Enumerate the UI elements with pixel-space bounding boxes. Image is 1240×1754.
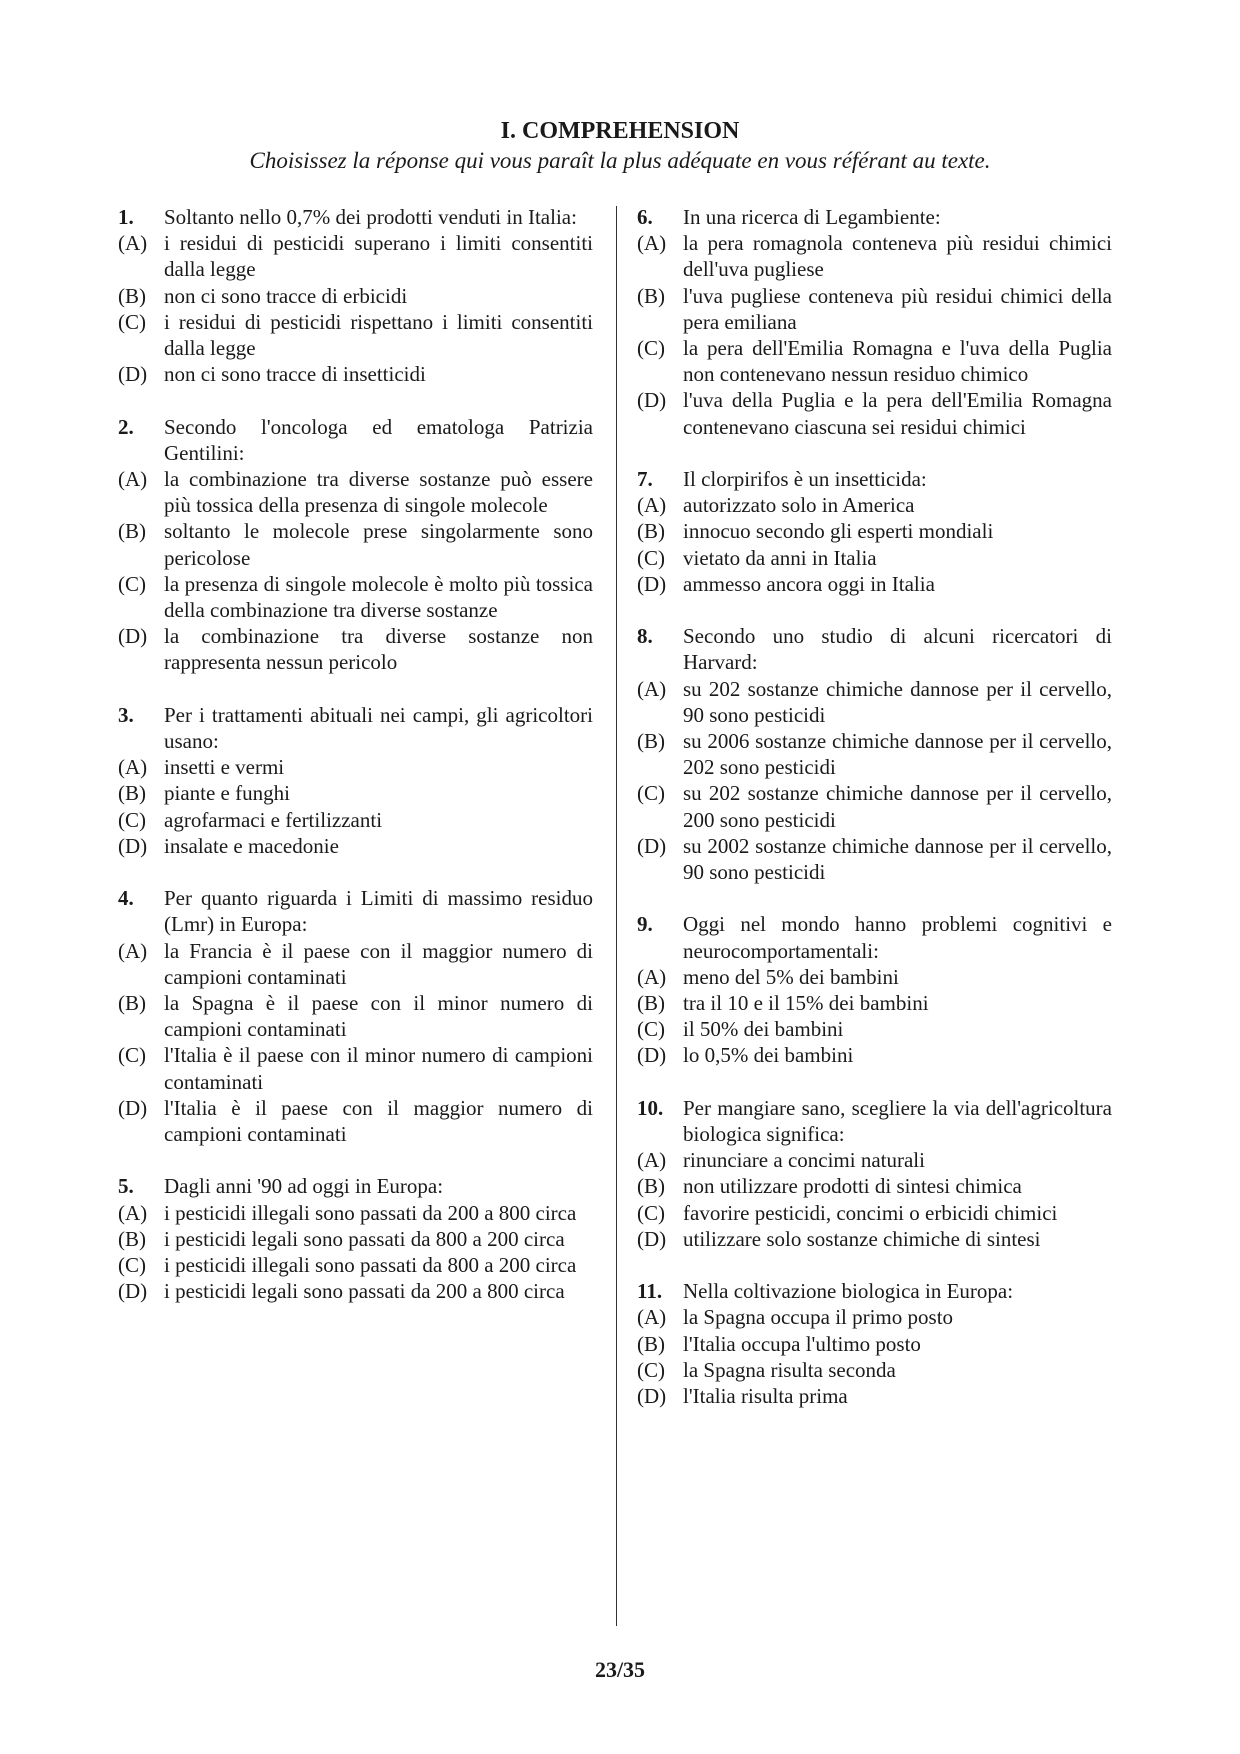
option-label: (C)	[637, 1017, 665, 1042]
option-label: (C)	[637, 545, 665, 570]
answer-option	[118, 1095, 593, 1147]
answer-option	[118, 807, 593, 833]
question-number: 3.	[118, 702, 134, 727]
left-column	[118, 204, 593, 1331]
option-text: su 2006 sostanze chimiche dannose per il cervello, 202 sono pesticidi	[683, 729, 1112, 780]
option-label: (D)	[637, 388, 667, 413]
question-block	[637, 1095, 1112, 1252]
option-text: l'uva della Puglia e la pera dell'Emilia Romagna contenevano ciascuna sei residui chimici	[683, 388, 1112, 439]
question-text: In una ricerca di Legambiente:	[683, 205, 941, 229]
option-label: (B)	[118, 781, 146, 806]
option-text: la combinazione tra diverse sostanze può essere più tossica della presenza di singole molecole	[164, 467, 593, 518]
option-label: (C)	[118, 1253, 146, 1278]
answer-option	[637, 1200, 1112, 1226]
question-block	[118, 414, 593, 676]
answer-option	[118, 230, 593, 282]
page-number: 23/35	[594, 1657, 646, 1682]
question-row	[637, 911, 1112, 963]
option-label: (C)	[118, 1043, 146, 1068]
option-text: la Francia è il paese con il maggior numero di campioni contaminati	[164, 938, 593, 989]
question-row	[637, 204, 1112, 230]
answer-option	[118, 571, 593, 623]
option-text: la combinazione tra diverse sostanze non rappresenta nessun pericolo	[164, 624, 593, 675]
option-label: (C)	[637, 1357, 665, 1382]
answer-option	[118, 938, 593, 990]
option-label: (C)	[118, 807, 146, 832]
option-label: (D)	[637, 1043, 667, 1068]
option-label: (B)	[637, 991, 665, 1016]
question-block	[637, 466, 1112, 597]
option-label: (B)	[118, 1226, 146, 1251]
option-text: la Spagna è il paese con il minor numero di campioni contaminati	[164, 991, 593, 1042]
option-label: (A)	[118, 231, 148, 256]
question-number: 6.	[637, 205, 653, 229]
option-text: l'Italia occupa l'ultimo posto	[683, 1331, 921, 1356]
option-label: (D)	[118, 1095, 148, 1120]
option-label: (A)	[637, 676, 667, 701]
page-title: I. COMPREHENSION	[500, 118, 740, 144]
question-text: Oggi nel mondo hanno problemi cognitivi e neurocomportamentali:	[683, 912, 1112, 963]
column-divider	[616, 206, 617, 1626]
answer-option	[637, 518, 1112, 544]
answer-option	[118, 309, 593, 361]
option-label: (D)	[118, 624, 148, 649]
question-row	[637, 1278, 1112, 1304]
answer-option	[637, 964, 1112, 990]
option-label: (C)	[118, 309, 146, 334]
question-block	[118, 1173, 593, 1304]
answer-option	[637, 545, 1112, 571]
question-row	[118, 414, 593, 466]
option-label: (A)	[118, 467, 148, 492]
option-text: i residui di pesticidi rispettano i limiti consentiti dalla legge	[164, 309, 593, 361]
question-block	[637, 911, 1112, 1068]
option-label: (A)	[637, 964, 667, 989]
question-block	[118, 885, 593, 1147]
answer-option	[118, 990, 593, 1042]
option-text: il 50% dei bambini	[683, 1017, 844, 1042]
option-text: su 202 sostanze chimiche dannose per il cervello, 90 sono pesticidi	[683, 676, 1112, 727]
answer-option	[118, 1278, 593, 1304]
question-text: Secondo uno studio di alcuni ricercatori di Harvard:	[683, 624, 1112, 675]
option-text: l'Italia risulta prima	[683, 1384, 848, 1409]
answer-option	[118, 283, 593, 309]
option-label: (A)	[637, 493, 667, 518]
option-label: (A)	[637, 1305, 667, 1330]
answer-option	[637, 1016, 1112, 1042]
option-label: (B)	[637, 283, 665, 308]
option-text: la presenza di singole molecole è molto più tossica della combinazione tra diverse sostanze	[164, 571, 593, 623]
question-text: Per quanto riguarda i Limiti di massimo residuo (Lmr) in Europa:	[164, 886, 593, 937]
option-text: i pesticidi legali sono passati da 200 a 800 circa	[164, 1279, 565, 1304]
page-instruction: Choisissez la réponse qui vous paraît la plus adéquate en vous référant au texte.	[249, 148, 991, 173]
option-text: rinunciare a concimi naturali	[683, 1148, 925, 1173]
answer-option	[118, 754, 593, 780]
answer-option	[637, 990, 1112, 1016]
answer-option	[118, 1226, 593, 1252]
option-text: non utilizzare prodotti di sintesi chimica	[683, 1174, 1022, 1199]
option-label: (A)	[118, 1200, 148, 1225]
answer-option	[118, 466, 593, 518]
option-label: (B)	[118, 283, 146, 308]
option-label: (B)	[118, 991, 146, 1016]
option-text: la pera romagnola conteneva più residui chimici dell'uva pugliese	[683, 231, 1112, 282]
question-text: Nella coltivazione biologica in Europa:	[683, 1279, 1014, 1304]
question-number: 4.	[118, 886, 134, 911]
answer-option	[637, 1042, 1112, 1068]
answer-option	[637, 571, 1112, 597]
answer-option	[118, 361, 593, 387]
question-text: Secondo l'oncologa ed ematologa Patrizia Gentilini:	[164, 414, 593, 465]
question-row	[118, 204, 593, 230]
question-row	[118, 1173, 593, 1199]
option-text: i pesticidi illegali sono passati da 200 a 800 circa	[164, 1200, 577, 1225]
answer-option	[118, 518, 593, 570]
option-text: l'Italia è il paese con il maggior numero di campioni contaminati	[164, 1095, 593, 1147]
option-label: (D)	[637, 1384, 667, 1409]
answer-option	[118, 1252, 593, 1278]
question-number: 5.	[118, 1174, 134, 1199]
question-text: Per mangiare sano, scegliere la via dell'agricoltura biologica significa:	[683, 1095, 1112, 1147]
option-label: (B)	[637, 1331, 665, 1356]
question-block	[637, 1278, 1112, 1409]
option-text: insetti e vermi	[164, 755, 285, 780]
answer-option	[637, 1226, 1112, 1252]
question-number: 9.	[637, 912, 653, 937]
answer-option	[637, 1383, 1112, 1409]
answer-option	[637, 230, 1112, 282]
option-label: (D)	[637, 571, 667, 596]
option-label: (C)	[637, 781, 665, 806]
option-text: i pesticidi illegali sono passati da 800 a 200 circa	[164, 1253, 577, 1278]
option-text: su 202 sostanze chimiche dannose per il cervello, 200 sono pesticidi	[683, 781, 1112, 832]
question-row	[118, 702, 593, 754]
option-text: non ci sono tracce di insetticidi	[164, 362, 426, 387]
question-text: Dagli anni '90 ad oggi in Europa:	[164, 1174, 444, 1199]
answer-option	[118, 1200, 593, 1226]
answer-option	[637, 283, 1112, 335]
answer-option	[637, 1173, 1112, 1199]
option-text: la Spagna occupa il primo posto	[683, 1305, 954, 1330]
option-text: i pesticidi legali sono passati da 800 a 200 circa	[164, 1226, 565, 1251]
option-text: insalate e macedonie	[164, 833, 339, 858]
answer-option	[637, 833, 1112, 885]
option-text: autorizzato solo in America	[683, 493, 915, 518]
answer-option	[637, 1147, 1112, 1173]
option-text: non ci sono tracce di erbicidi	[164, 283, 408, 308]
answer-option	[637, 780, 1112, 832]
question-text: Il clorpirifos è un insetticida:	[683, 467, 927, 492]
question-text: Per i trattamenti abituali nei campi, gli agricoltori usano:	[164, 702, 593, 754]
answer-option	[637, 728, 1112, 780]
question-number: 8.	[637, 624, 653, 649]
option-text: i residui di pesticidi superano i limiti consentiti dalla legge	[164, 231, 593, 282]
option-text: l'Italia è il paese con il minor numero di campioni contaminati	[164, 1043, 593, 1094]
question-row	[637, 1095, 1112, 1147]
question-row	[637, 466, 1112, 492]
question-text: Soltanto nello 0,7% dei prodotti venduti in Italia:	[164, 205, 577, 229]
answer-option	[118, 780, 593, 806]
option-label: (C)	[637, 1200, 665, 1225]
option-label: (D)	[637, 833, 667, 858]
option-label: (D)	[118, 1279, 148, 1304]
question-number: 7.	[637, 467, 653, 492]
option-text: favorire pesticidi, concimi o erbicidi chimici	[683, 1200, 1058, 1225]
option-text: soltanto le molecole prese singolarmente sono pericolose	[164, 519, 593, 570]
option-label: (B)	[637, 729, 665, 754]
answer-option	[637, 1304, 1112, 1330]
option-label: (C)	[637, 336, 665, 361]
question-number: 11.	[637, 1279, 663, 1304]
right-column	[637, 204, 1112, 1435]
option-text: la Spagna risulta seconda	[683, 1357, 896, 1382]
option-label: (D)	[118, 833, 148, 858]
question-row	[118, 885, 593, 937]
answer-option	[118, 1042, 593, 1094]
option-label: (D)	[118, 362, 148, 387]
option-text: tra il 10 e il 15% dei bambini	[683, 991, 929, 1016]
option-label: (C)	[118, 571, 146, 596]
question-row	[637, 623, 1112, 675]
answer-option	[118, 623, 593, 675]
answer-option	[637, 492, 1112, 518]
question-block	[637, 204, 1112, 440]
question-block	[118, 702, 593, 859]
option-text: la pera dell'Emilia Romagna e l'uva della Puglia non contenevano nessun residuo chimico	[683, 336, 1112, 387]
option-text: utilizzare solo sostanze chimiche di sintesi	[683, 1226, 1041, 1251]
question-number: 1.	[118, 205, 134, 229]
option-label: (A)	[118, 938, 148, 963]
option-text: vietato da anni in Italia	[683, 545, 877, 570]
option-label: (A)	[118, 755, 148, 780]
option-text: piante e funghi	[164, 781, 290, 806]
option-text: meno del 5% dei bambini	[683, 964, 899, 989]
question-block	[637, 623, 1112, 885]
option-label: (A)	[637, 1148, 667, 1173]
question-number: 2.	[118, 414, 134, 439]
answer-option	[637, 676, 1112, 728]
option-text: su 2002 sostanze chimiche dannose per il cervello, 90 sono pesticidi	[683, 833, 1112, 885]
option-label: (B)	[637, 1174, 665, 1199]
answer-option	[118, 833, 593, 859]
option-label: (B)	[118, 519, 146, 544]
question-block	[118, 204, 593, 387]
option-label: (D)	[637, 1226, 667, 1251]
answer-option	[637, 335, 1112, 387]
option-text: lo 0,5% dei bambini	[683, 1043, 854, 1068]
answer-option	[637, 1357, 1112, 1383]
option-text: ammesso ancora oggi in Italia	[683, 571, 935, 596]
question-number: 10.	[637, 1095, 664, 1120]
option-label: (A)	[637, 231, 667, 256]
option-text: innocuo secondo gli esperti mondiali	[683, 519, 994, 544]
option-text: agrofarmaci e fertilizzanti	[164, 807, 383, 832]
answer-option	[637, 387, 1112, 439]
answer-option	[637, 1331, 1112, 1357]
option-text: l'uva pugliese conteneva più residui chimici della pera emiliana	[683, 283, 1112, 334]
option-label: (B)	[637, 519, 665, 544]
